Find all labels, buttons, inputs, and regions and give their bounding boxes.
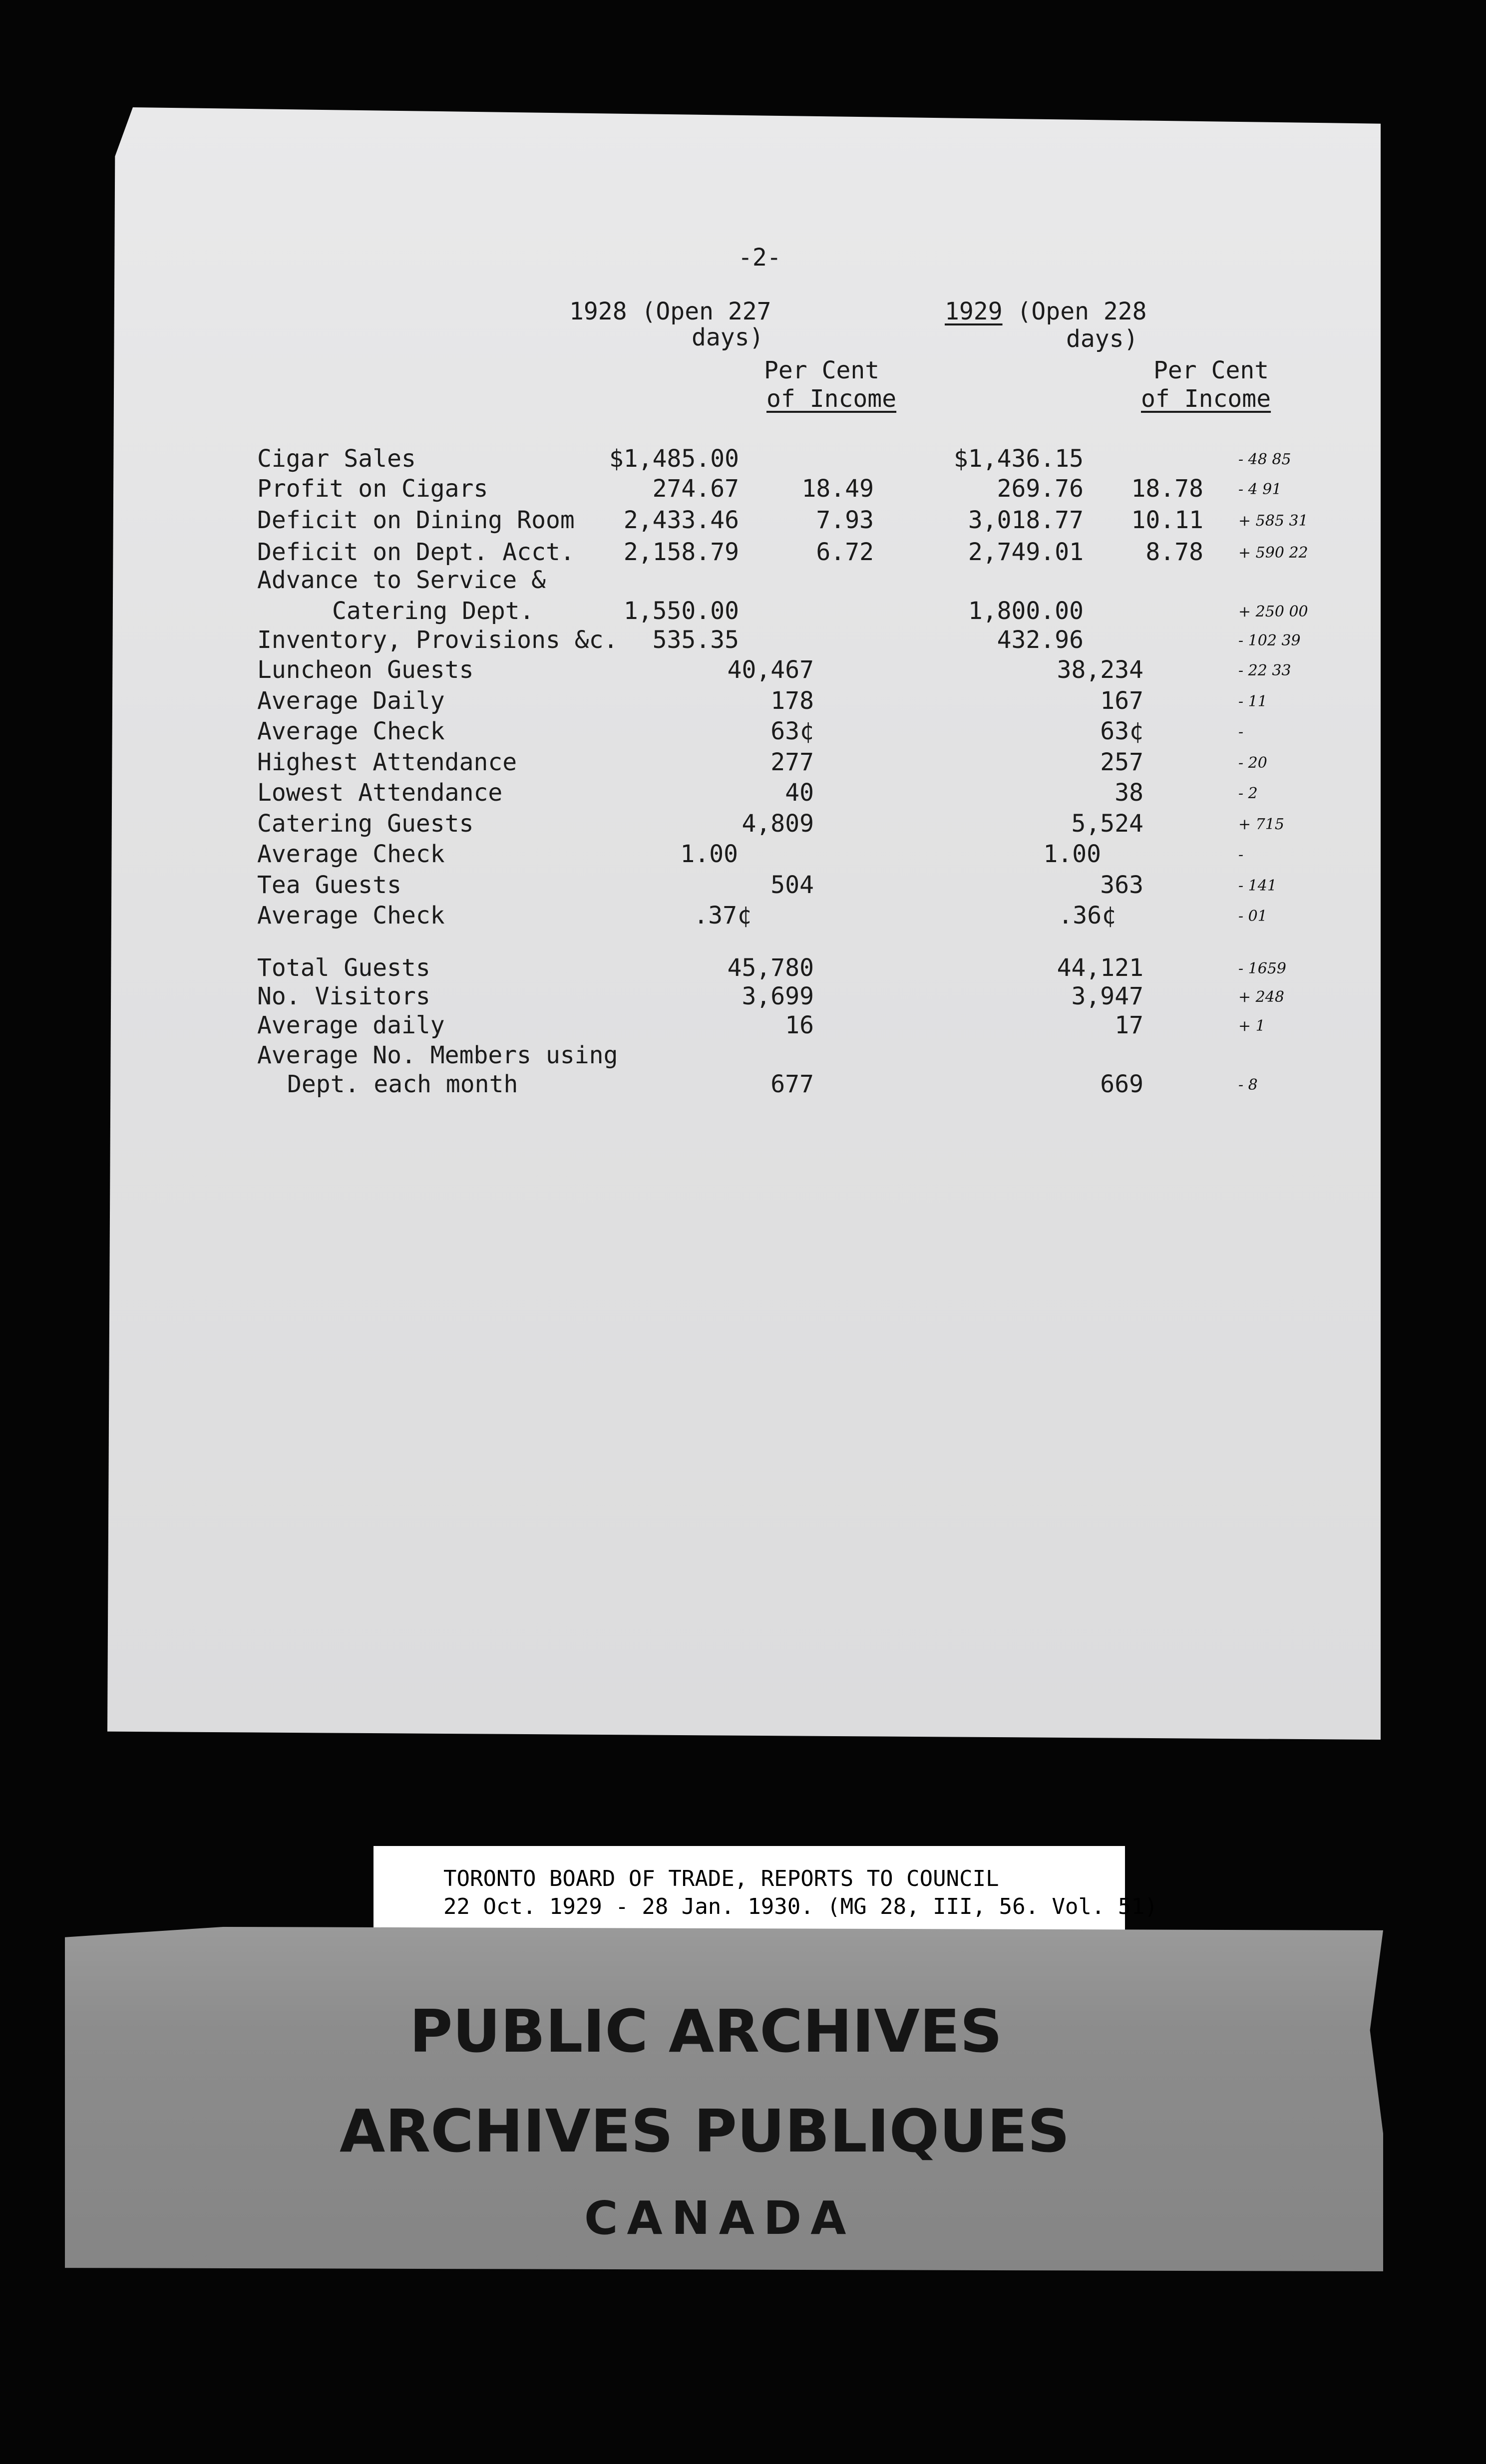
row-1928-value: 2,158.79 xyxy=(623,538,739,566)
row-1928-value: 535.35 xyxy=(652,626,739,654)
handwritten-difference: - xyxy=(1238,846,1244,864)
total-label: Average daily xyxy=(257,1011,445,1039)
stat-label: Average Check xyxy=(257,902,445,929)
handwritten-difference: + 585 31 xyxy=(1238,512,1308,530)
handwritten-difference: - 4 91 xyxy=(1238,481,1282,498)
row-1929-value: 269.76 xyxy=(997,475,1084,503)
pct-header-1928: Per Cent xyxy=(764,356,880,384)
stat-label: Luncheon Guests xyxy=(257,656,474,684)
pct-header-1928-sub: of Income xyxy=(766,385,897,413)
stamp-line2: ARCHIVES PUBLIQUES xyxy=(340,2097,1070,2165)
header-1928-days: days) xyxy=(692,323,764,351)
row-label: Inventory, Provisions &c. xyxy=(257,626,618,654)
row-1928-value: 2,433.46 xyxy=(623,506,739,534)
stat-label: Highest Attendance xyxy=(257,748,517,776)
header-1929-rest: (Open 228 xyxy=(1002,298,1147,325)
stat-1929-value: 5,524 xyxy=(1071,809,1143,838)
row-1929-value: $1,436.15 xyxy=(953,445,1084,473)
stat-label: Catering Guests xyxy=(257,809,474,838)
stat-1928-value: 504 xyxy=(770,871,814,899)
stat-1928-value: 178 xyxy=(770,686,814,715)
row-1928-value: $1,485.00 xyxy=(609,445,739,473)
row-label: Advance to Service & xyxy=(257,566,546,594)
row-1929-value: 3,018.77 xyxy=(968,506,1084,534)
row-1929-value: 2,749.01 xyxy=(968,538,1084,566)
row-1928-percent: 6.72 xyxy=(816,538,874,566)
handwritten-difference: + 590 22 xyxy=(1238,544,1308,562)
stat-label: Average Check xyxy=(257,840,445,868)
stat-1928-value: 4,809 xyxy=(742,809,814,838)
stat-1928-value: 40,467 xyxy=(727,656,814,684)
handwritten-difference: + 1 xyxy=(1238,1017,1265,1035)
total-1929-value: 17 xyxy=(1114,1011,1143,1039)
total-1928-value: 3,699 xyxy=(742,982,814,1010)
stat-1928-value: .37¢ xyxy=(694,902,751,929)
stat-1929-value: 257 xyxy=(1100,748,1143,776)
row-1929-percent: 8.78 xyxy=(1145,538,1203,566)
stat-label: Average Daily xyxy=(257,686,445,715)
stat-1929-value: .36¢ xyxy=(1058,902,1116,929)
handwritten-difference: + 250 00 xyxy=(1238,603,1308,620)
stat-1928-value: 40 xyxy=(785,779,814,807)
handwritten-difference: - 102 39 xyxy=(1238,632,1301,649)
total-1929-value: 3,947 xyxy=(1071,982,1143,1010)
total-1929-value: 669 xyxy=(1100,1070,1143,1098)
row-label: Deficit on Dept. Acct. xyxy=(257,538,575,566)
row-1928-percent: 7.93 xyxy=(816,506,874,534)
header-1928: 1928 (Open 227 xyxy=(569,298,771,325)
row-label: Deficit on Dining Room xyxy=(257,506,575,534)
row-1929-percent: 18.78 xyxy=(1131,475,1203,503)
handwritten-difference: - 01 xyxy=(1238,908,1267,925)
row-1928-value: 1,550.00 xyxy=(623,597,739,625)
total-1928-value: 677 xyxy=(770,1070,814,1098)
row-label: Cigar Sales xyxy=(257,445,416,473)
total-label: No. Visitors xyxy=(257,982,430,1010)
stat-1929-value: 38 xyxy=(1114,779,1143,807)
handwritten-difference: - 2 xyxy=(1238,785,1258,802)
row-1928-value: 274.67 xyxy=(652,475,739,503)
handwritten-difference: - 141 xyxy=(1238,877,1277,895)
row-1929-value: 1,800.00 xyxy=(968,597,1084,625)
handwritten-difference: + 248 xyxy=(1238,988,1284,1006)
stamp-line1: PUBLIC ARCHIVES xyxy=(409,1997,1003,2066)
stat-label: Tea Guests xyxy=(257,871,401,899)
stat-1929-value: 63¢ xyxy=(1100,717,1143,745)
total-label: Total Guests xyxy=(257,954,430,982)
header-1929-year: 1929 xyxy=(945,298,1003,325)
stamp-line3: CANADA xyxy=(584,2191,855,2245)
handwritten-difference: - 11 xyxy=(1238,692,1267,710)
pct-header-1929-sub: of Income xyxy=(1141,385,1271,413)
stat-1928-value: 1.00 xyxy=(680,840,738,868)
stat-1929-value: 1.00 xyxy=(1043,840,1101,868)
stat-1929-value: 167 xyxy=(1100,686,1143,715)
stat-1928-value: 63¢ xyxy=(770,717,814,745)
handwritten-difference: - 1659 xyxy=(1238,960,1287,977)
total-1928-value: 45,780 xyxy=(727,954,814,982)
handwritten-difference: - 8 xyxy=(1238,1076,1258,1094)
handwritten-difference: - 20 xyxy=(1238,754,1267,772)
handwritten-difference: - 48 85 xyxy=(1238,451,1291,468)
total-label: Dept. each month xyxy=(287,1070,518,1098)
handwritten-difference: + 715 xyxy=(1238,815,1284,833)
total-1928-value: 16 xyxy=(785,1011,814,1039)
page-number: -2- xyxy=(738,244,781,272)
total-1929-value: 44,121 xyxy=(1057,954,1143,982)
row-1929-value: 432.96 xyxy=(997,626,1084,654)
row-1928-percent: 18.49 xyxy=(801,475,874,503)
stat-label: Lowest Attendance xyxy=(257,779,503,807)
stat-1929-value: 363 xyxy=(1100,871,1143,899)
handwritten-difference: - xyxy=(1238,723,1244,741)
row-label: Profit on Cigars xyxy=(257,475,488,503)
archive-label-line1: TORONTO BOARD OF TRADE, REPORTS TO COUNCIL xyxy=(443,1866,999,1891)
handwritten-difference: - 22 33 xyxy=(1238,662,1291,679)
stat-1928-value: 277 xyxy=(770,748,814,776)
total-label: Average No. Members using xyxy=(257,1041,618,1069)
archive-label xyxy=(373,1846,1158,1931)
header-1929-days: days) xyxy=(1066,325,1138,353)
stat-1929-value: 38,234 xyxy=(1057,656,1143,684)
pct-header-1929: Per Cent xyxy=(1153,356,1269,384)
header-1929 xyxy=(945,300,1147,323)
archive-label-line2: 22 Oct. 1929 - 28 Jan. 1930. (MG 28, III, 56. Vol. 51) xyxy=(443,1894,1158,1919)
row-label: Catering Dept. xyxy=(332,597,534,625)
row-1929-percent: 10.11 xyxy=(1131,506,1203,534)
stat-label: Average Check xyxy=(257,717,445,745)
